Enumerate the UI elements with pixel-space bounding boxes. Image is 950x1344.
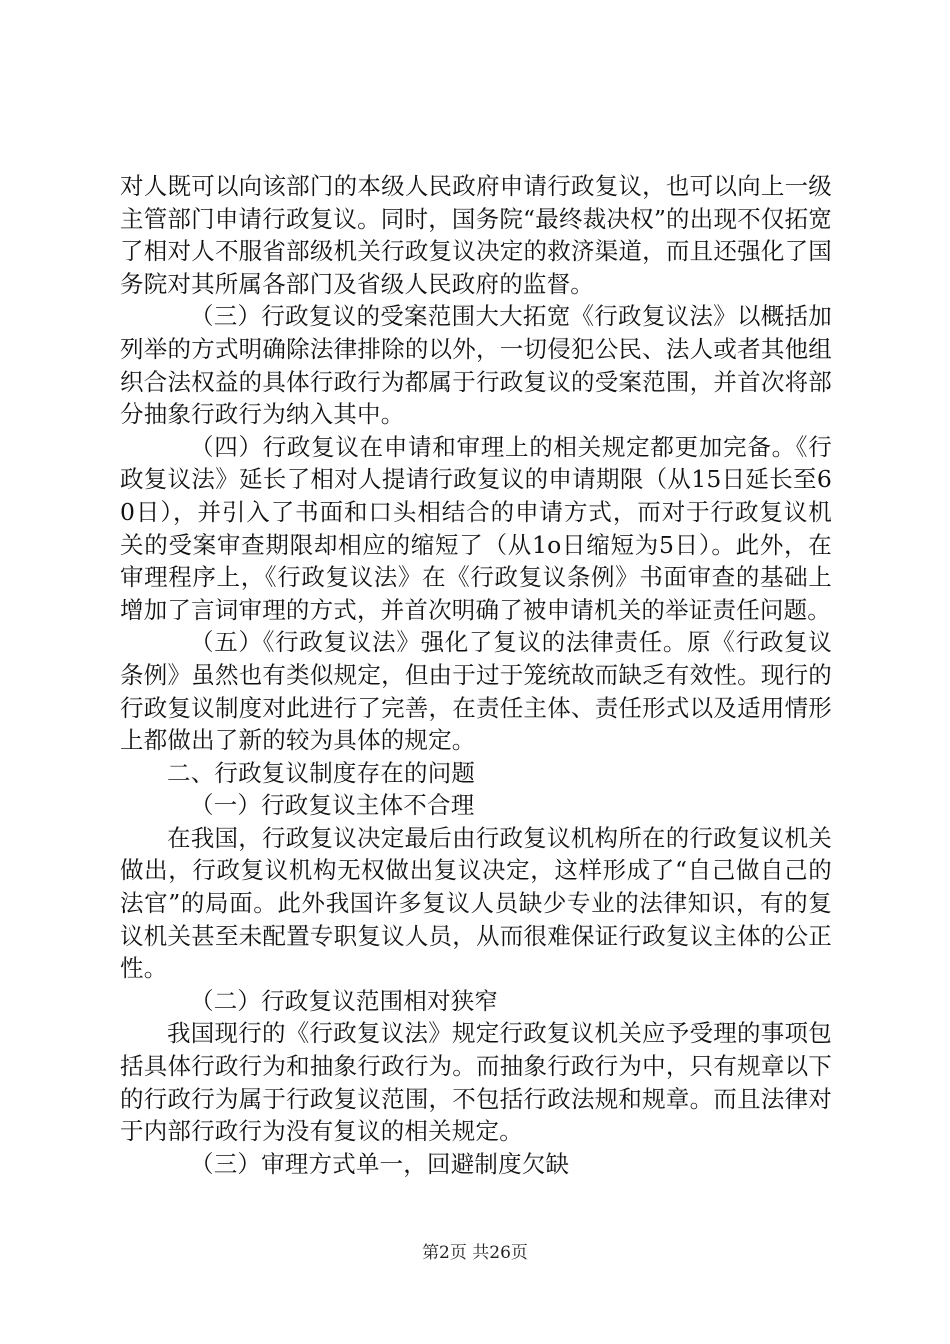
page-footer: 第2页 共26页 [422, 1243, 528, 1263]
subheading-problem-3: （三）审理方式单一，回避制度欠缺 [190, 1149, 570, 1178]
subheading-problem-2: （二）行政复议范围相对狭窄 [190, 986, 499, 1015]
paragraph-continuation: 对人既可以向该部门的本级人民政府申请行政复议，也可以向上一级主管部门申请行政复议。同时，国务院“最终裁决权”的出现不仅拓宽了相对人不服省部级机关行政复议决定的救济渠道，而且还强化了国务院对其所属各部门及省级人民政府的监督。 [120, 172, 832, 298]
paragraph-section-3: （三）行政复议的受案范围大大拓宽《行政复议法》以概括加列举的方式明确除法律排除的以外，一切侵犯公民、法人或者其他组织合法权益的具体行政行为都属于行政复议的受案范围，并首次将部分抽象行政行为纳入其中。 [120, 302, 832, 429]
paragraph-section-4: （四）行政复议在申请和审理上的相关规定都更加完备。《行政复议法》延长了相对人提请行政复议的申请期限（从15日延长至60日），并引入了书面和口头相结合的申请方式，而对于行政复议机关的受案审查期限却相应的缩短了（从1o日缩短为5日）。此外，在审理程序上，《行政复议法》在《行政复议条例》书面审查的基础上增加了言词审理的方式，并首次明确了被申请机关的举证责任问题。 [120, 432, 832, 624]
document-body [120, 170, 832, 1180]
paragraph-problem-2: 我国现行的《行政复议法》规定行政复议机关应予受理的事项包括具体行政行为和抽象行政行为。而抽象行政行为中，只有规章以下的行政行为属于行政复议范围，不包括行政法规和规章。而且法律对于内部行政行为没有复议的相关规定。 [120, 1019, 832, 1146]
paragraph-problem-1: 在我国，行政复议决定最后由行政复议机构所在的行政复议机关做出，行政复议机构无权做出复议决定，这样形成了“自己做自己的法官”的局面。此外我国许多复议人员缺少专业的法律知识，有的复议机关甚至未配置专职复议人员，从而很难保证行政复议主体的公正性。 [120, 823, 832, 983]
paragraph-section-5: （五）《行政复议法》强化了复议的法律责任。原《行政复议条例》虽然也有类似规定，但由于过于笼统故而缺乏有效性。现行的行政复议制度对此进行了完善，在责任主体、责任形式以及适用情形上都做出了新的较为具体的规定。 [120, 628, 832, 755]
heading-problems: 二、行政复议制度存在的问题 [167, 758, 476, 787]
subheading-problem-1: （一）行政复议主体不合理 [190, 791, 475, 820]
